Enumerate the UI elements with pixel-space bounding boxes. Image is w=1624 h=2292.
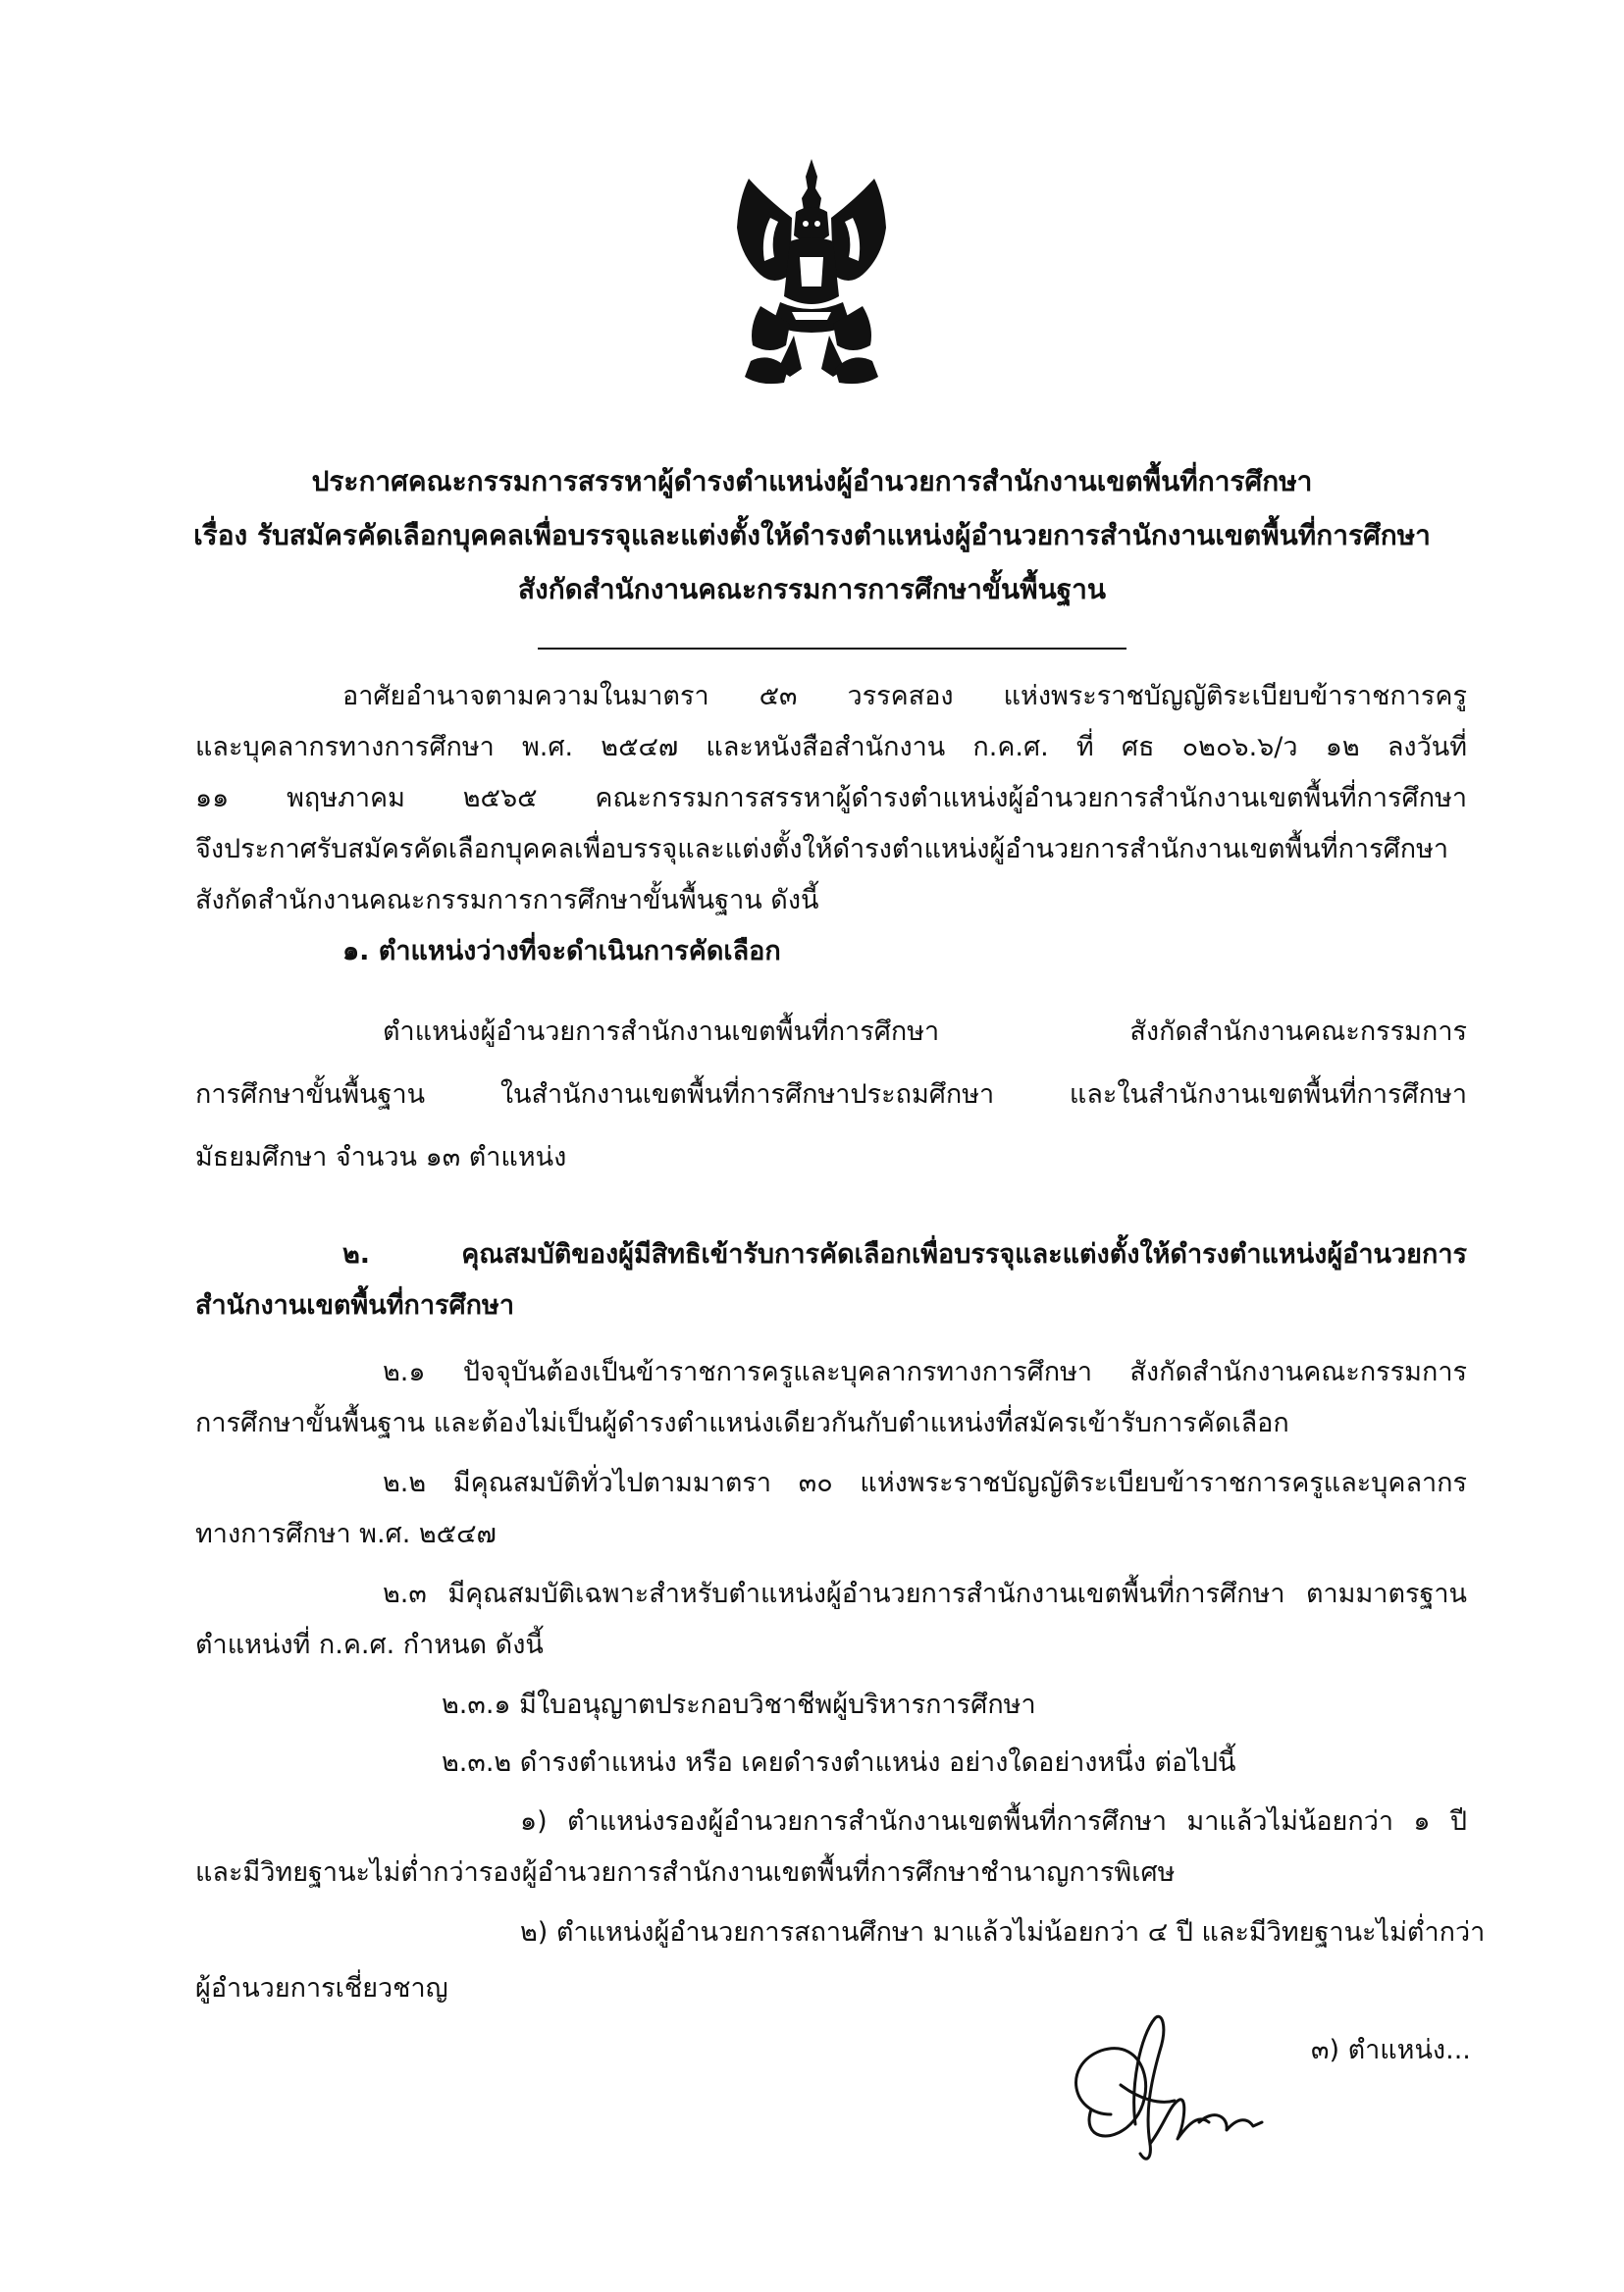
title-underline — [538, 648, 1126, 650]
sub-item-2-line-2: ผู้อำนวยการเชี่ยวชาญ — [195, 1973, 448, 2004]
section-2-heading-line-1: ๒. คุณสมบัติของผู้มีสิทธิเข้ารับการคัดเลือกเพื่อบรรจุและแต่งตั้งให้ดำรงตำแหน่งผู้อำนวยการ — [342, 1239, 1467, 1270]
sub-item-1-line-1: ๑) ตำแหน่งรองผู้อำนวยการสำนักงานเขตพื้นที่การศึกษา มาแล้วไม่น้อยกว่า ๑ ปี — [520, 1806, 1467, 1837]
item-2-2-line-2: ทางการศึกษา พ.ศ. ๒๕๔๗ — [195, 1519, 497, 1549]
preamble-line-2: และบุคลากรทางการศึกษา พ.ศ. ๒๕๔๗ และหนังสือสำนักงาน ก.ค.ศ. ที่ ศธ ๐๒๐๖.๖/ว ๑๒ ลงวันที่ — [195, 732, 1467, 762]
section-1-line-1: ตำแหน่งผู้อำนวยการสำนักงานเขตพื้นที่การศึกษา สังกัดสำนักงานคณะกรรมการ — [383, 1016, 1467, 1047]
heading-line-2: เรื่อง รับสมัครคัดเลือกบุคคลเพื่อบรรจุและแต่งตั้งให้ดำรงตำแหน่งผู้อำนวยการสำนักงานเขตพื้นที่การศึกษา — [193, 519, 1431, 551]
sub-item-1-line-2: และมีวิทยฐานะไม่ต่ำกว่ารองผู้อำนวยการสำนักงานเขตพื้นที่การศึกษาชำนาญการพิเศษ — [195, 1857, 1176, 1888]
item-2-2-line-1: ๒.๒ มีคุณสมบัติทั่วไปตามมาตรา ๓๐ แห่งพระราชบัญญัติระเบียบข้าราชการครูและบุคลากร — [383, 1468, 1467, 1498]
heading-line-1: ประกาศคณะกรรมการสรรหาผู้ดำรงตำแหน่งผู้อำนวยการสำนักงานเขตพื้นที่การศึกษา — [311, 465, 1313, 497]
item-2-3-line-1: ๒.๓ มีคุณสมบัติเฉพาะสำหรับตำแหน่งผู้อำนวยการสำนักงานเขตพื้นที่การศึกษา ตามมาตรฐาน — [383, 1579, 1467, 1609]
section-1-heading: ๑. ตำแหน่งว่างที่จะดำเนินการคัดเลือก — [342, 936, 781, 966]
item-2-1-line-1: ๒.๑ ปัจจุบันต้องเป็นข้าราชการครูและบุคลากรทางการศึกษา สังกัดสำนักงานคณะกรรมการ — [383, 1357, 1467, 1387]
section-1-line-2: การศึกษาขั้นพื้นฐาน ในสำนักงานเขตพื้นที่การศึกษาประถมศึกษา และในสำนักงานเขตพื้นที่การศึกษา — [195, 1079, 1467, 1110]
section-1-line-3: มัธยมศึกษา จำนวน ๑๓ ตำแหน่ง — [195, 1142, 567, 1172]
heading-line-3: สังกัดสำนักงานคณะกรรมการการศึกษาขั้นพื้นฐาน — [517, 573, 1107, 605]
sub-item-2-line-1: ๒) ตำแหน่งผู้อำนวยการสถานศึกษา มาแล้วไม่น้อยกว่า ๔ ปี และมีวิทยฐานะไม่ต่ำกว่า — [520, 1917, 1486, 1948]
section-2-heading-line-2: สำนักงานเขตพื้นที่การศึกษา — [195, 1290, 514, 1321]
preamble-line-3: ๑๑ พฤษภาคม ๒๕๖๕ คณะกรรมการสรรหาผู้ดำรงตำแหน่งผู้อำนวยการสำนักงานเขตพื้นที่การศึกษา — [195, 783, 1467, 813]
item-2-1-line-2: การศึกษาขั้นพื้นฐาน และต้องไม่เป็นผู้ดำรงตำแหน่งเดียวกันกับตำแหน่งที่สมัครเข้ารับการคัดเลือก — [195, 1408, 1289, 1438]
preamble-line-4: จึงประกาศรับสมัครคัดเลือกบุคคลเพื่อบรรจุและแต่งตั้งให้ดำรงตำแหน่งผู้อำนวยการสำนักงานเขตพื้นที่การศึกษา — [195, 834, 1449, 864]
item-2-3-line-2: ตำแหน่งที่ ก.ค.ศ. กำหนด ดังนี้ — [195, 1630, 544, 1660]
continuation-marker: ๓) ตำแหน่ง... — [1311, 2035, 1471, 2065]
garuda-emblem — [731, 159, 893, 390]
item-2-3-2: ๒.๓.๒ ดำรงตำแหน่ง หรือ เคยดำรงตำแหน่ง อย่างใดอย่างหนึ่ง ต่อไปนี้ — [442, 1747, 1236, 1778]
preamble-line-1: อาศัยอำนาจตามความในมาตรา ๕๓ วรรคสอง แห่งพระราชบัญญัติระเบียบข้าราชการครู — [342, 681, 1467, 711]
item-2-3-1: ๒.๓.๑ มีใบอนุญาตประกอบวิชาชีพผู้บริหารการศึกษา — [442, 1690, 1036, 1720]
handwritten-signature — [1052, 2006, 1287, 2173]
preamble-line-5: สังกัดสำนักงานคณะกรรมการการศึกษาขั้นพื้นฐาน ดังนี้ — [195, 885, 819, 915]
